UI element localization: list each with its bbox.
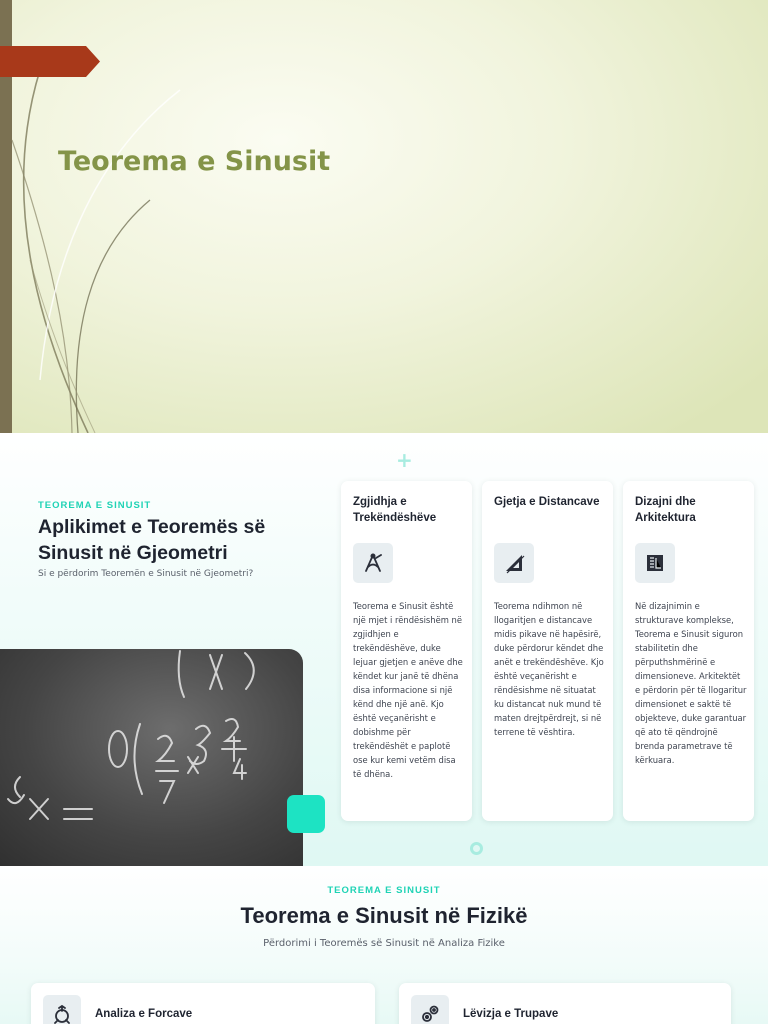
- card-title: Lëvizja e Trupave: [463, 1008, 559, 1020]
- section-heading: Aplikimet e Teoremës së Sinusit në Gjeometri: [38, 516, 266, 564]
- section-subheading: Si e përdorim Teoremën e Sinusit në Gjeometri?: [38, 569, 254, 579]
- card-body-motion: [399, 983, 731, 1024]
- chalkboard-image: [0, 649, 303, 866]
- force-analysis-icon: [43, 995, 81, 1024]
- section-eyebrow: TEOREMA E SINUSIT: [38, 500, 152, 511]
- motion-gears-icon: [411, 995, 449, 1024]
- card-title: Analiza e Forcave: [95, 1008, 193, 1020]
- section-subheading: Përdorimi i Teoremës së Sinusit në Analiza Fizike: [263, 938, 505, 949]
- section-heading: Teorema e Sinusit në Fizikë: [240, 903, 528, 928]
- physics-applications-slide: [0, 866, 768, 1024]
- card-force-analysis: [31, 983, 375, 1024]
- title-slide: [0, 0, 768, 433]
- set-square-icon: [494, 543, 534, 583]
- plus-decoration-icon: +: [396, 448, 413, 472]
- card-distances: [482, 481, 613, 821]
- accent-square: [287, 795, 325, 833]
- protractor-compass-icon: [353, 543, 393, 583]
- blueprint-icon: [635, 543, 675, 583]
- slide-title: Teorema e Sinusit: [58, 146, 331, 177]
- card-title: Gjetja e Distancave: [494, 496, 600, 508]
- card-title: Zgjidhja e Trekëndëshëve: [353, 496, 437, 524]
- title-ribbon: [0, 46, 100, 77]
- card-body: Teorema e Sinusit është një mjet i rëndësishëm në zgjidhjen e trekëndëshëve, duke lejuar gjetjen e anëve dhe këndet kur janë të dhëna disa informacione si një kënd dhe një anë. Kjo është veçanërisht e dobishme për trekëndëshët e paplotë ose kur kemi vetëm disa të dhëna.: [353, 601, 463, 779]
- ring-decoration-icon: [470, 842, 483, 855]
- section-eyebrow: TEOREMA E SINUSIT: [327, 885, 441, 896]
- card-body: Teorema ndihmon në llogaritjen e distancave midis pikave në hapësirë, duke përdorur këndet dhe anët e trekëndëshëve. Kjo është veçanërisht e rëndësishme në situatat ku distancat nuk mund të maten drejtpërdrejt, si në terrene të vështira.: [494, 601, 604, 737]
- card-triangle-solving: [341, 481, 472, 821]
- chalk-formula-drawing: [0, 649, 303, 866]
- card-title: Dizajni dhe Arkitektura: [635, 496, 696, 524]
- card-body: Në dizajnimin e strukturave komplekse, Teorema e Sinusit siguron stabilitetin dhe përputhshmërinë e dimensioneve. Arkitektët e përdorin për të llogaritur dimensionet e saktë të objekteve, duke garantuar që ato të qëndrojnë brenda parametrave të kërkuara.: [635, 601, 747, 765]
- geometry-applications-slide: [0, 433, 768, 866]
- card-design-architecture: [623, 481, 754, 821]
